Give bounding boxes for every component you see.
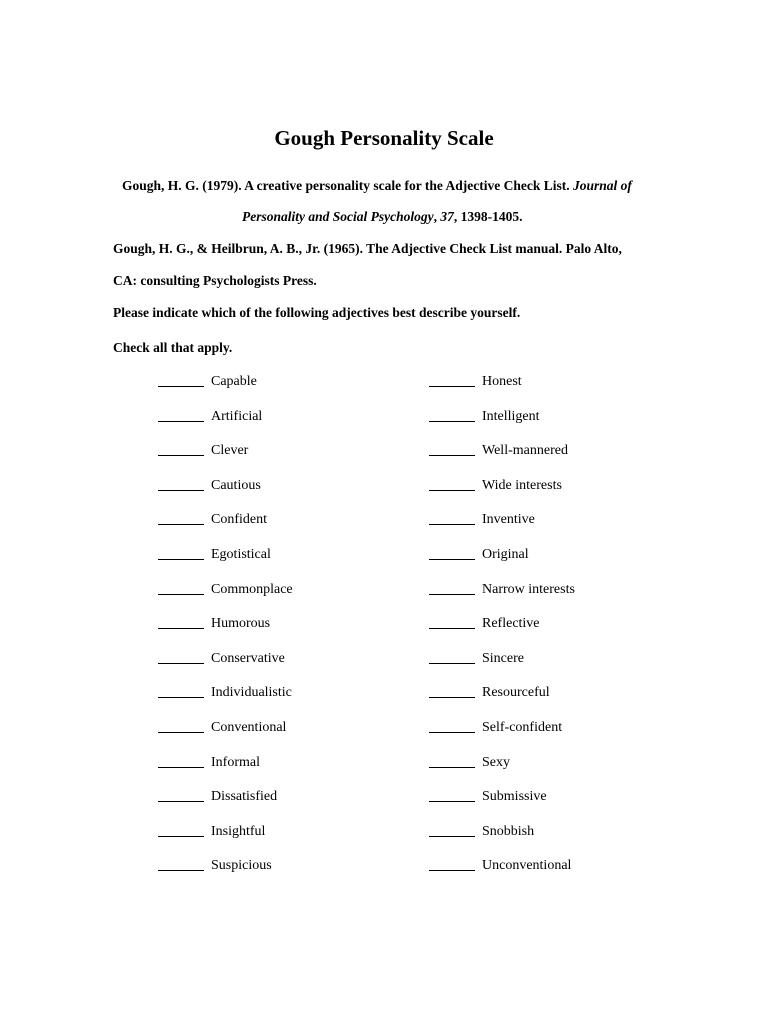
check-blank[interactable] — [429, 372, 475, 387]
adjective-label: Insightful — [211, 823, 266, 839]
check-blank[interactable] — [429, 649, 475, 664]
adjective-item — [429, 649, 729, 684]
adjective-item — [158, 856, 458, 891]
check-blank[interactable] — [158, 753, 204, 768]
adjective-item — [429, 856, 729, 891]
adjective-label: Narrow interests — [482, 581, 575, 597]
adjective-item — [158, 372, 458, 407]
adjective-label: Self-confident — [482, 719, 563, 735]
instruction-line-1: Please indicate which of the following adjectives best describe yourself. — [113, 305, 521, 320]
adjective-label: Honest — [482, 374, 522, 389]
adjective-item — [429, 614, 729, 649]
adjective-label: Unconventional — [482, 858, 572, 874]
adjective-label: Well-mannered — [482, 443, 568, 459]
adjective-list-right — [429, 372, 729, 891]
adjective-label: Sexy — [482, 754, 510, 770]
check-blank[interactable] — [158, 441, 204, 456]
adjective-label: Sincere — [482, 650, 524, 666]
adjective-label: Snobbish — [482, 823, 535, 839]
adjective-item — [429, 822, 729, 857]
adjective-item — [158, 580, 458, 615]
check-blank[interactable] — [429, 822, 475, 837]
check-blank[interactable] — [158, 856, 204, 871]
check-blank[interactable] — [158, 407, 204, 422]
adjective-item — [429, 372, 729, 407]
check-blank[interactable] — [158, 614, 204, 629]
adjective-item — [158, 441, 458, 476]
adjective-item — [429, 545, 729, 580]
adjective-item — [158, 545, 458, 580]
adjective-label: Submissive — [482, 789, 547, 805]
adjective-item — [158, 649, 458, 684]
check-blank[interactable] — [158, 580, 204, 595]
check-blank[interactable] — [158, 510, 204, 525]
adjective-item — [429, 476, 729, 511]
check-blank[interactable] — [429, 614, 475, 629]
adjective-label: Conservative — [211, 650, 285, 666]
check-blank[interactable] — [429, 856, 475, 871]
check-blank[interactable] — [429, 787, 475, 802]
check-blank[interactable] — [429, 476, 475, 491]
check-blank[interactable] — [429, 580, 475, 595]
adjective-label: Individualistic — [211, 685, 292, 701]
adjective-label: Informal — [211, 754, 260, 770]
citation-1-line-1 — [122, 177, 632, 195]
adjective-label: Wide interests — [482, 477, 562, 493]
citation-2-line-2: CA: consulting Psychologists Press. — [113, 273, 317, 288]
adjective-label: Artificial — [211, 408, 263, 424]
adjective-label: Dissatisfied — [211, 789, 278, 805]
adjective-item — [429, 510, 729, 545]
citation-1-journal: Journal of — [572, 178, 632, 193]
citation-1-sep: , — [433, 209, 441, 224]
adjective-item — [429, 683, 729, 718]
adjective-item — [158, 753, 458, 788]
check-blank[interactable] — [158, 476, 204, 491]
adjective-label: Egotistical — [211, 546, 271, 562]
check-blank[interactable] — [429, 407, 475, 422]
check-blank[interactable] — [158, 372, 204, 387]
adjective-label: Clever — [211, 443, 249, 459]
adjective-label: Commonplace — [211, 581, 293, 597]
adjective-item — [158, 614, 458, 649]
instruction-line-2: Check all that apply. — [113, 340, 233, 355]
adjective-item — [429, 718, 729, 753]
adjective-label: Original — [482, 546, 529, 562]
adjective-item — [429, 580, 729, 615]
adjective-item — [158, 718, 458, 753]
adjective-item — [429, 441, 729, 476]
citation-1-volume: 37 — [440, 209, 454, 224]
adjective-label: Reflective — [482, 616, 540, 632]
check-blank[interactable] — [158, 683, 204, 698]
page-title: Gough Personality Scale — [274, 126, 494, 150]
check-blank[interactable] — [158, 649, 204, 664]
adjective-item — [158, 822, 458, 857]
check-blank[interactable] — [429, 510, 475, 525]
citation-1-pages: , 1398-1405. — [453, 209, 523, 224]
adjective-item — [429, 407, 729, 442]
adjective-label: Inventive — [482, 512, 535, 528]
adjective-item — [158, 683, 458, 718]
citation-1-text: Gough, H. G. (1979). A creative personality scale for the Adjective Check List. — [122, 178, 573, 193]
adjective-label: Capable — [211, 374, 257, 389]
check-blank[interactable] — [429, 718, 475, 733]
adjective-item — [429, 787, 729, 822]
check-blank[interactable] — [429, 683, 475, 698]
adjective-label: Confident — [211, 512, 267, 528]
check-blank[interactable] — [158, 822, 204, 837]
check-blank[interactable] — [429, 545, 475, 560]
citation-1-line-2 — [242, 208, 523, 226]
adjective-list-left — [158, 372, 458, 891]
adjective-item — [158, 476, 458, 511]
citation-1-journal-cont: Personality and Social Psychology — [242, 209, 434, 224]
adjective-item — [158, 787, 458, 822]
adjective-label: Cautious — [211, 477, 261, 493]
check-blank[interactable] — [429, 441, 475, 456]
adjective-label: Resourceful — [482, 685, 550, 701]
check-blank[interactable] — [158, 718, 204, 733]
adjective-label: Intelligent — [482, 408, 540, 424]
adjective-item — [158, 407, 458, 442]
citation-2-line-1: Gough, H. G., & Heilbrun, A. B., Jr. (1965). The Adjective Check List manual. Palo Alto, — [113, 241, 622, 256]
check-blank[interactable] — [429, 753, 475, 768]
adjective-item — [429, 753, 729, 788]
adjective-label: Conventional — [211, 719, 287, 735]
check-blank[interactable] — [158, 787, 204, 802]
adjective-item — [158, 510, 458, 545]
adjective-label: Humorous — [211, 616, 271, 632]
check-blank[interactable] — [158, 545, 204, 560]
adjective-label: Suspicious — [211, 858, 272, 874]
